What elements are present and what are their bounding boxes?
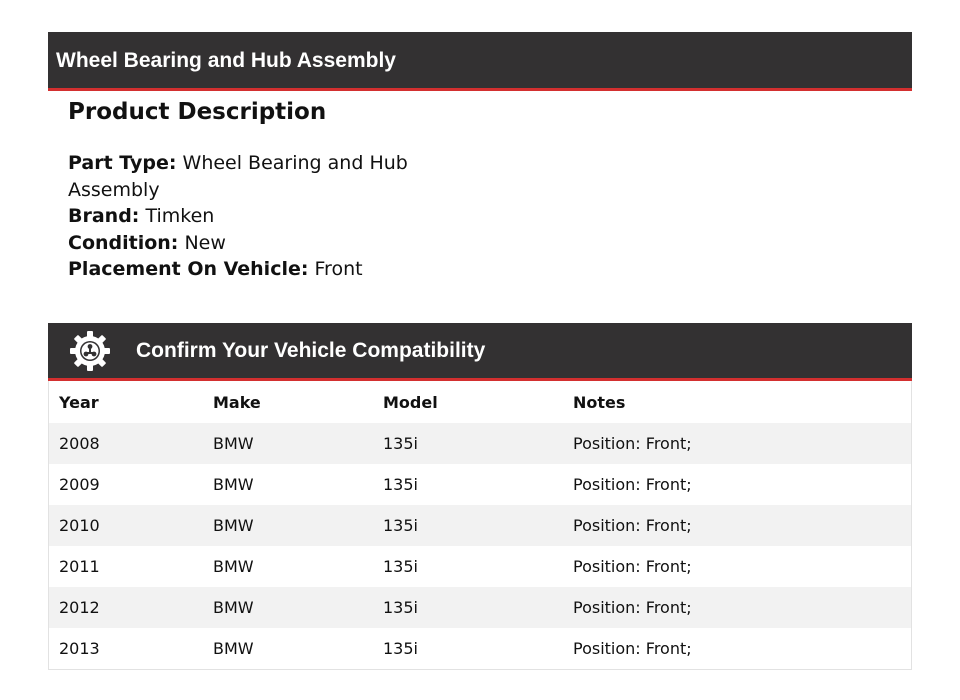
cell-model: 135i: [383, 475, 418, 494]
cell-make: BMW: [213, 475, 254, 494]
spec-condition: [68, 230, 408, 257]
product-title-bar: [48, 32, 912, 91]
spec-value: New: [184, 231, 226, 254]
spec-value: Front: [314, 258, 363, 280]
column-header-notes: Notes: [573, 392, 626, 412]
cell-year: 2008: [49, 423, 203, 464]
compatibility-title: Confirm Your Vehicle Compatibility: [136, 338, 486, 362]
spec-label: Placement On Vehicle:: [68, 258, 309, 280]
spec-list: [68, 150, 408, 283]
spec-label: Condition:: [68, 231, 179, 254]
column-header-model: Model: [383, 392, 438, 412]
cell-make: BMW: [203, 587, 373, 628]
cell-model: 135i: [373, 587, 563, 628]
column-header-make: Make: [213, 392, 261, 412]
cell-make: BMW: [203, 423, 373, 464]
cell-notes: Position: Front;: [563, 505, 911, 546]
cell-year: 2013: [59, 639, 100, 658]
compatibility-table: [49, 381, 911, 669]
cell-year: 2009: [59, 475, 100, 494]
cell-year: 2010: [49, 505, 203, 546]
table-row: [49, 464, 911, 505]
spec-brand: [68, 203, 408, 230]
description-heading: Product Description: [68, 99, 327, 125]
cell-model: 135i: [373, 505, 563, 546]
cell-notes: Position: Front;: [573, 475, 692, 494]
cell-notes: Position: Front;: [573, 557, 692, 576]
spec-value: Wheel Bearing and Hub Assembly: [68, 152, 408, 201]
table-row: [49, 628, 911, 669]
table-row: [49, 546, 911, 587]
cell-year: 2012: [49, 587, 203, 628]
column-header-year: Year: [59, 392, 99, 412]
cell-year: 2011: [59, 557, 100, 576]
product-description: [68, 96, 408, 283]
cell-model: 135i: [383, 557, 418, 576]
spec-part-type: [68, 150, 408, 203]
gear-car-icon: [68, 329, 112, 373]
cell-make: BMW: [213, 557, 254, 576]
compatibility-table-wrap: [48, 381, 912, 670]
cell-model: 135i: [373, 423, 563, 464]
table-header-row: [49, 381, 911, 423]
compatibility-bar: [48, 323, 912, 381]
spec-label: Brand:: [68, 205, 140, 227]
cell-notes: Position: Front;: [563, 423, 911, 464]
table-row: [49, 587, 911, 628]
spec-label: Part Type:: [68, 152, 177, 174]
product-title: Wheel Bearing and Hub Assembly: [56, 49, 396, 72]
cell-make: BMW: [203, 505, 373, 546]
spec-placement: [68, 256, 408, 283]
cell-make: BMW: [213, 639, 254, 658]
cell-notes: Position: Front;: [563, 587, 911, 628]
table-row: [49, 423, 911, 464]
table-row: [49, 505, 911, 546]
spec-value: Timken: [145, 205, 215, 227]
cell-notes: Position: Front;: [573, 639, 692, 658]
cell-model: 135i: [383, 639, 418, 658]
